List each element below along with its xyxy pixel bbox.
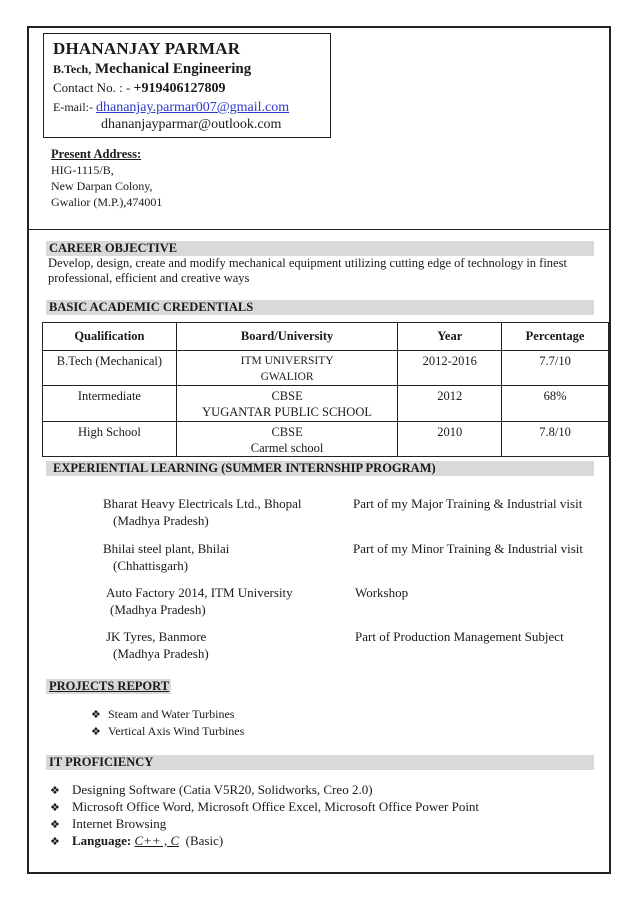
header-box [43,33,331,138]
contact-row [53,80,321,97]
table-row [43,351,609,386]
board-line: CBSE [271,425,303,439]
qualification-cell: High School [43,422,177,457]
language-level: (Basic) [185,833,224,848]
internship-place-name: Bhilai steel plant, Bhilai [103,541,230,556]
internship-region: (Chhattisgarh) [113,558,189,573]
board-cell [176,351,398,386]
language-label: Language: [72,833,132,848]
project-title: Vertical Axis Wind Turbines [108,724,245,738]
board-line: CBSE [271,389,303,403]
list-item [91,706,244,723]
section-title-career: CAREER OBJECTIVE [46,241,594,256]
section-title-internship: EXPERIENTIAL LEARNING (SUMMER INTERNSHIP PROGRAM) [46,461,594,476]
internship-place-name: Auto Factory 2014, ITM University [106,585,293,600]
percentage-cell: 68% [502,386,609,422]
diamond-bullet-icon: ❖ [91,725,101,738]
year-cell: 2012-2016 [398,351,502,386]
column-header: Percentage [502,323,609,351]
board-cell [176,422,398,457]
percentage-cell: 7.8/10 [502,422,609,457]
it-skill: Internet Browsing [72,816,167,831]
degree-name: Mechanical Engineering [94,61,252,77]
qualification-cell: Intermediate [43,386,177,422]
address-title: Present Address: [51,147,142,161]
internship-region: (Madhya Pradesh) [113,646,209,661]
percentage-cell: 7.7/10 [502,351,609,386]
list-item [91,723,244,740]
internship-region: (Madhya Pradesh) [113,513,209,528]
internship-place [106,584,356,618]
internship-description: Part of my Major Training & Industrial visit [353,496,583,511]
it-list [50,782,479,850]
email-label: E-mail:- [53,100,93,114]
table-row [43,386,609,422]
board-cell [176,386,398,422]
internship-place [103,495,353,529]
diamond-bullet-icon: ❖ [50,835,60,848]
internship-description: Part of Production Management Subject [355,629,564,644]
address-line: HIG-1115/B, [51,163,114,177]
email-secondary: dhananjayparmar@outlook.com [101,117,282,132]
diamond-bullet-icon: ❖ [50,818,60,831]
language-value: C++ , C [134,833,180,848]
qualification-cell: B.Tech (Mechanical) [43,351,177,386]
candidate-name: DHANANJAY PARMAR [53,39,241,58]
list-item [50,782,479,799]
academic-table [42,322,609,457]
contact-number: +919406127809 [133,81,226,96]
table-row [43,422,609,457]
internship-place [103,540,353,574]
degree-prefix: B.Tech, [53,62,92,76]
email-row [53,100,321,116]
contact-label: Contact No. : - [53,80,131,95]
diamond-bullet-icon: ❖ [91,708,101,721]
section-title-academics: BASIC ACADEMIC CREDENTIALS [46,300,594,315]
present-address [51,146,162,210]
section-title-projects: PROJECTS REPORT [46,679,171,694]
internship-place-name: JK Tyres, Banmore [106,629,207,644]
email-link[interactable]: dhananjay.parmar007@gmail.com [95,100,290,115]
internship-description: Workshop [355,585,409,600]
board-line: YUGANTAR PUBLIC SCHOOL [202,405,372,419]
project-title: Steam and Water Turbines [108,707,235,721]
year-cell: 2010 [398,422,502,457]
column-header: Qualification [43,323,177,351]
projects-list [91,706,244,740]
diamond-bullet-icon: ❖ [50,784,60,797]
address-line: New Darpan Colony, [51,179,153,193]
address-line: Gwalior (M.P.),474001 [51,195,163,209]
table-header-row [43,323,609,351]
board-line: GWALIOR [260,371,314,383]
column-header: Year [398,323,502,351]
board-line: Carmel school [250,441,324,455]
diamond-bullet-icon: ❖ [50,801,60,814]
year-cell: 2012 [398,386,502,422]
list-item [50,799,479,816]
internship-description: Part of my Minor Training & Industrial visit [353,541,584,556]
it-skill: Designing Software (Catia V5R20, Solidworks, Creo 2.0) [72,782,373,797]
career-objective-text: Develop, design, create and modify mechanical equipment utilizing cutting edge of technology in finest professional, efficient and creative ways [48,256,567,285]
degree [53,61,321,78]
internship-region: (Madhya Pradesh) [110,602,206,617]
internship-place [106,628,356,662]
list-item [50,816,479,833]
column-header: Board/University [176,323,398,351]
board-line: ITM UNIVERSITY [240,355,334,367]
section-title-it: IT PROFICIENCY [46,755,594,770]
internship-place-name: Bharat Heavy Electricals Ltd., Bhopal [103,496,302,511]
it-skill: Microsoft Office Word, Microsoft Office Excel, Microsoft Office Power Point [72,799,480,814]
divider [27,229,611,230]
list-item [50,833,479,850]
